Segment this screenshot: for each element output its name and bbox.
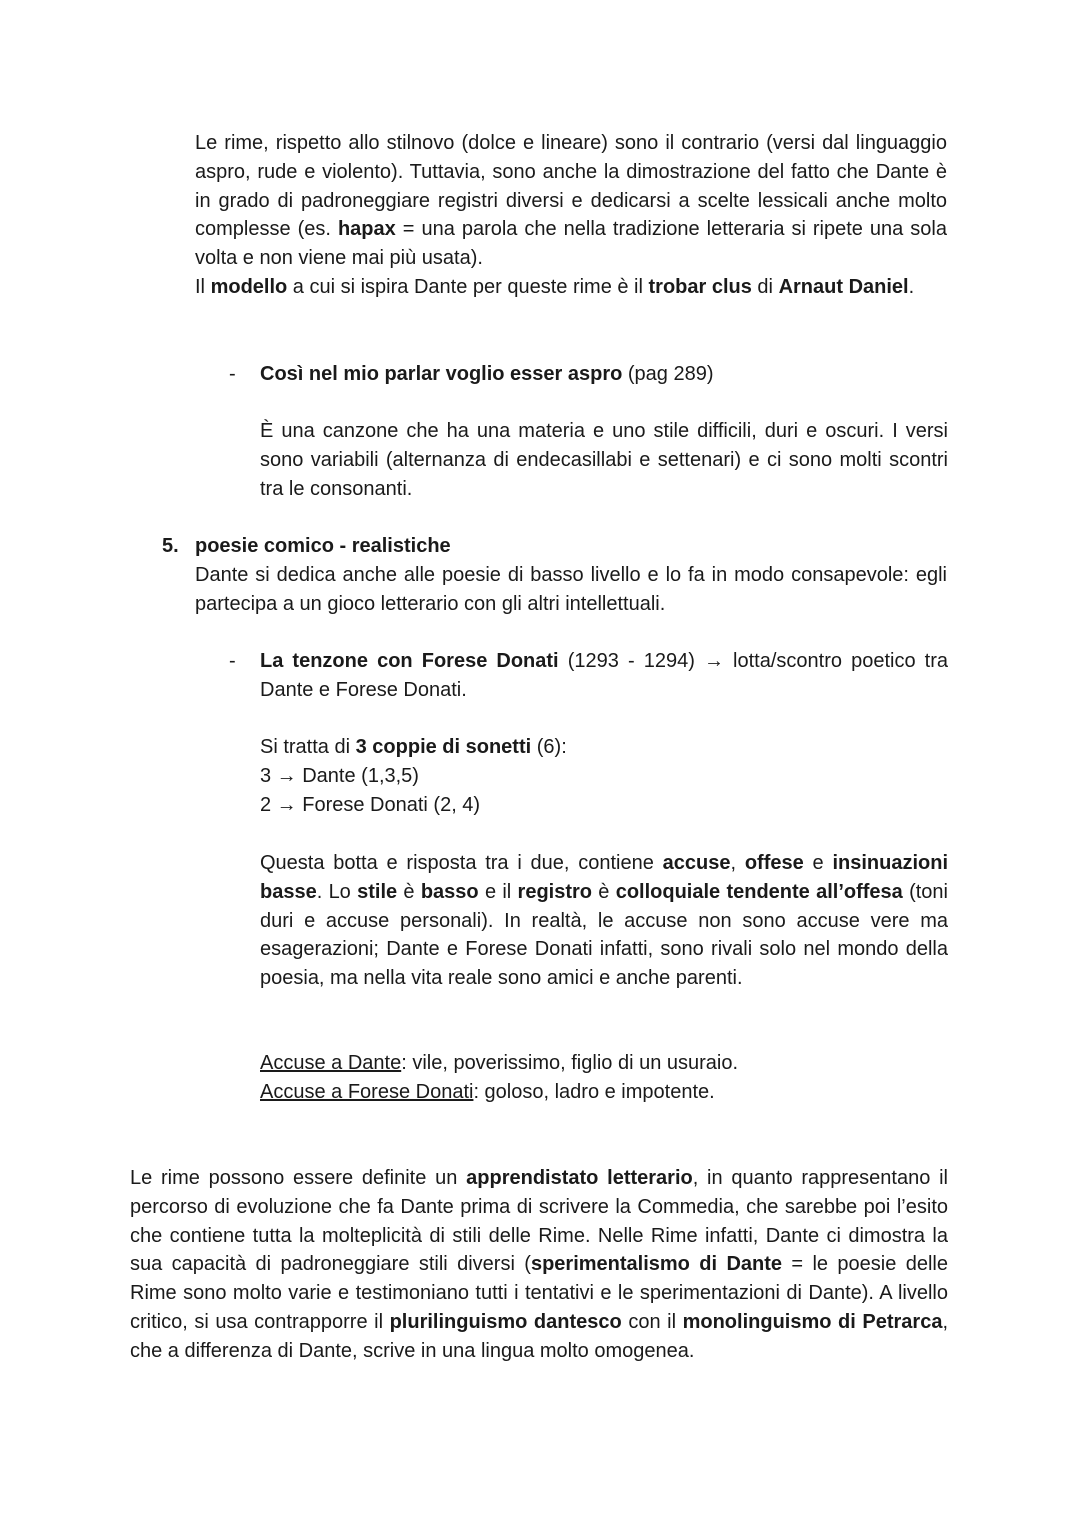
tenzone-description [260,849,948,993]
insinuazioni-term: insinuazioni basse [260,852,948,903]
plurilinguismo-term: plurilinguismo dantesco [389,1310,622,1333]
modello-term: modello [210,276,288,298]
forese-sonnets: 2 → Forese Donati (2, 4) [260,794,481,816]
stile-term: stile [357,880,398,903]
dante-sonnets: 3 → Dante (1,3,5) [260,765,419,787]
bullet-dash: - [229,363,236,385]
sonetti-term: 3 coppie di sonetti [355,736,532,758]
aspro-description: È una canzone che ha una materia e uno stile difficili, duri e oscuri. I versi sono variabili (alternanza di endecasillabi e settenari) e ci sono molti scontri tra le consonanti. [260,420,948,500]
tz-text-5: è [592,880,616,903]
section-number: 5. [162,535,179,557]
trobar-clus-term: trobar clus [648,276,752,298]
colloquiale-term: colloquiale tendente all’offesa [615,880,903,903]
concl-text: Le rime possono essere definite un [130,1167,467,1189]
accuse-dante-text: : vile, poverissimo, figlio di un usuraio. [401,1052,739,1074]
aspro-page-ref: (pag 289) [622,363,714,385]
arnaut-daniel-term: Arnaut Daniel [778,276,909,298]
accuse-term: accuse [662,852,731,874]
accuse-forese-line [260,1078,948,1107]
accuse-forese-label: Accuse a Forese Donati [260,1081,474,1103]
intro-text-cont: = una parola che nella tradizione letteraria si ripete una sola volta e non viene mai più usata). [195,218,947,270]
sonetti-text: Si tratta di [260,736,356,758]
tz-text-3: è [397,880,421,903]
tz-text: Questa botta e risposta tra i due, contiene [260,852,663,874]
model-text-4: . [908,276,915,298]
apprendistato-term: apprendistato letterario [466,1167,693,1189]
offese-term: offese [744,852,804,874]
model-text-3: di [751,276,779,298]
tz-text-6: (toni duri e accuse personali). In realtà, le accuse non sono accuse vere ma esagerazioni; Dante e Forese Donati infatti, sono rivali solo nel mondo della poesia, ma nella vita reale sono amici e anche parenti. [260,880,948,990]
accuse-forese-text: : goloso, ladro e impotente. [473,1081,715,1103]
model-paragraph [195,273,947,302]
tenzone-title-line [260,647,948,705]
concl-text-3: = le poesie delle Rime sono molto varie e testimoniano tutti i tentativi e le sperimentazioni di Dante). A livello critico, si usa contrapporre il [130,1253,948,1333]
tz-sep-2: e [803,852,833,874]
section-description: Dante si dedica anche alle poesie di basso livello e lo fa in modo consapevole: egli partecipa a un gioco letterario con gli altri intellettuali. [195,564,947,615]
basso-term: basso [420,880,479,903]
monolinguismo-term: monolinguismo di Petrarca [682,1310,943,1333]
bullet-dash: - [229,650,236,672]
sonetti-count: (6): [531,736,567,758]
concl-text-2: , in quanto rappresentano il percorso di evoluzione che fa Dante prima di scrivere la Commedia, che sarebbe poi l’esito che contiene tutta la molteplicità di stili delle Rime. Nelle Rime infatti, Dante ci dimostra la sua capacità di padroneggiare stili diversi ( [130,1167,948,1276]
model-text: Il [195,276,211,298]
tz-text-2: . Lo [316,880,358,903]
tz-sep: , [730,852,745,874]
intro-text: Le rime, rispetto allo stilnovo (dolce e lineare) sono il contrario (versi dal linguaggio aspro, rude e violento). Tuttavia, sono anche la dimostrazione del fatto che Dante è in grado di padroneggiare registri diversi e dedicarsi a scelte lessicali anche molto complesse (es. [195,132,947,241]
tenzone-title: La tenzone con Forese Donati [260,650,559,672]
tenzone-rest: (1293 - 1294) → lotta/scontro poetico tra Dante e Forese Donati. [260,650,949,701]
section-heading-text: poesie comico - realistiche [195,535,451,557]
model-text-2: a cui si ispira Dante per queste rime è il [287,276,649,298]
concl-text-4: con il [621,1310,683,1333]
section-heading [195,532,947,561]
conclusion-paragraph [130,1164,948,1366]
tz-text-4: e il [478,880,518,903]
hapax-term: hapax [337,218,396,241]
registro-term: registro [517,880,592,903]
aspro-title-line [260,360,950,389]
accuse-dante-label: Accuse a Dante [260,1052,402,1074]
aspro-title: Così nel mio parlar voglio esser aspro [260,363,623,385]
sonetti-line [260,733,948,762]
sperimentalismo-term: sperimentalismo di Dante [530,1253,783,1276]
accuse-dante-line [260,1049,948,1078]
intro-paragraph [195,129,947,273]
concl-text-5: , che a differenza di Dante, scrive in una lingua molto omogenea. [130,1310,948,1362]
